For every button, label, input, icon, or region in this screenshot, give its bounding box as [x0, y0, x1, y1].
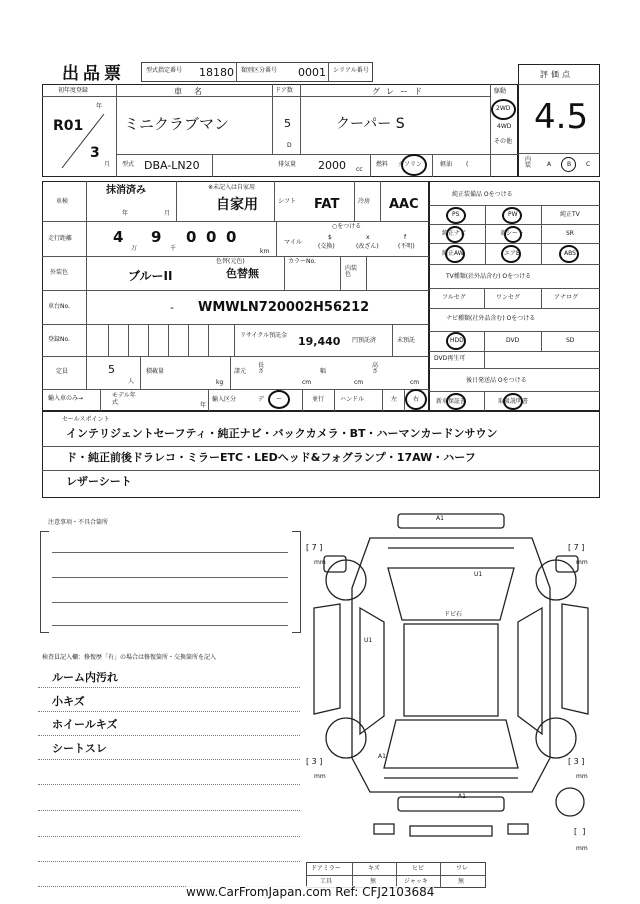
- tv-analog: アナログ: [554, 294, 579, 301]
- recycle-label: リサイクル預託金: [240, 332, 288, 339]
- navi-hdd-circle: [446, 332, 466, 350]
- later-warranty: 新車保証書: [436, 398, 467, 405]
- tv-oneseg: ワンセグ: [496, 294, 521, 301]
- shaken-label: 車検: [56, 198, 69, 205]
- tv-title: TV種類(社外品含む) Oをつける: [446, 273, 532, 280]
- navi-dvd: DVD: [506, 337, 520, 344]
- handle-right-circle: [405, 389, 427, 410]
- mileage-digit-3: 0: [186, 228, 197, 246]
- length-label: 長さ: [258, 362, 265, 375]
- tread-top-left: [ 7 ]: [306, 543, 323, 552]
- model-year-label: モデル年式: [112, 392, 136, 407]
- capacity-unit: 人: [128, 378, 135, 385]
- ac-value: AAC: [389, 197, 419, 212]
- navi-sd: SD: [566, 337, 575, 344]
- color-no-label: カラーNo.: [288, 258, 316, 265]
- era-value: R01: [53, 118, 84, 134]
- type-value: DBA-LN20: [144, 159, 200, 172]
- import-dash: ー: [276, 396, 283, 403]
- drive-4wd: 4WD: [497, 123, 512, 130]
- handle-right: 右: [413, 396, 420, 403]
- tread-bottom-left-mm: mm: [314, 773, 326, 780]
- sen-label: 千: [170, 245, 177, 252]
- drive-other: その他: [494, 138, 513, 145]
- recycle-unpaid: 未預託: [397, 337, 416, 344]
- legend-tools: 工具: [320, 878, 333, 885]
- door-mark: D: [287, 142, 292, 149]
- unregistered-note: ※未記入は自家用: [208, 184, 256, 191]
- height-label: 高さ: [372, 362, 379, 375]
- mileage-digit-5: 0: [226, 228, 237, 246]
- shaken-value: 抹消済み: [106, 185, 146, 196]
- equip-aw: 純正AW: [442, 250, 464, 257]
- parallel-label: 並行: [312, 396, 325, 403]
- tread-spare-mm: mm: [576, 845, 588, 852]
- drive-2wd-circle: [491, 99, 516, 120]
- tread-spare: [ ]: [574, 827, 586, 836]
- navi-hdd: HDD: [450, 337, 464, 344]
- equip-sr: SR: [566, 230, 574, 237]
- legend-mirror: ドアミラー: [311, 865, 341, 872]
- damage-mark-u1-roof: U1: [474, 571, 483, 578]
- handle-left: 左: [391, 396, 398, 403]
- category-value: 0001: [298, 66, 326, 79]
- interior-b: B: [567, 161, 572, 168]
- notes-label: 注意事項・不具合箇所: [48, 519, 109, 526]
- watermark: www.CarFromJapan.com Ref: CFJ2103684: [186, 885, 435, 899]
- chassis-label: 車台No.: [48, 303, 70, 310]
- grade-value: クーパー S: [336, 116, 405, 132]
- equip-pw: PW: [508, 211, 518, 218]
- drive-2wd: 2WD: [496, 105, 511, 112]
- interior-c: C: [586, 161, 591, 168]
- note-item-3: ホイールキズ: [52, 718, 118, 731]
- drive-label: 駆動: [494, 88, 507, 95]
- mileage-digit-2: 9: [151, 228, 162, 246]
- tread-top-left-mm: mm: [314, 559, 326, 566]
- damage-mark-a1-bumper: A1: [458, 793, 466, 800]
- light-oil-label: 軽油: [440, 161, 453, 168]
- equip-navi: 純正ナビ: [442, 230, 467, 237]
- capacity-value: 5: [108, 363, 115, 376]
- shift-label: シフト: [278, 198, 297, 205]
- recycle-paid: 円預託済: [352, 337, 377, 344]
- tread-bottom-right: [ 3 ]: [568, 757, 585, 766]
- chassis-value: WMWLN720002H56212: [198, 300, 370, 315]
- legend-crack: ヒビ: [412, 865, 425, 872]
- meter-exchange: (交換): [318, 243, 335, 250]
- legend-jack: ジャッキ: [404, 878, 428, 885]
- model-code-label: 型式指定番号: [146, 67, 183, 74]
- fuel-value: ガソリン: [398, 161, 423, 168]
- man-label: 万: [131, 245, 138, 252]
- mileage-digit-1: 4: [113, 228, 124, 246]
- interior-label: 内装: [525, 156, 532, 169]
- equip-airbag-circle: [501, 245, 521, 263]
- legend-tools-value: 無: [370, 878, 377, 885]
- interior-a: A: [547, 161, 552, 168]
- note-item-2: 小キズ: [52, 695, 85, 708]
- damage-mark-a1-top: A1: [436, 515, 444, 522]
- reg-no-label: 登録No.: [48, 336, 70, 343]
- month-label: 月: [104, 161, 111, 168]
- repaint-label: 色替(元色): [216, 258, 245, 265]
- ac-label: 冷房: [358, 198, 371, 205]
- grade-label: グレード: [372, 87, 428, 96]
- equip-navi-circle: [446, 226, 464, 243]
- fuel-circle: [401, 154, 427, 176]
- damage-mark-u1-side: U1: [364, 637, 373, 644]
- import-dealer-circle: [268, 390, 290, 409]
- legend-break: ワレ: [456, 865, 469, 872]
- legend-jack-value: 無: [458, 878, 465, 885]
- type-label: 型式: [122, 161, 135, 168]
- sales-point-line-1: インテリジェントセーフティ・純正ナビ・バックカメラ・BT・ハーマンカードンサウン: [66, 427, 498, 440]
- meter-unknown: (不明): [398, 243, 415, 250]
- later-warranty-circle: [446, 393, 466, 410]
- sales-point-line-2: ド・純正前後ドラレコ・ミラーETC・LEDヘッド&フォグランプ・17AW・ハーフ: [66, 451, 476, 464]
- load-unit: kg: [216, 379, 224, 386]
- dims-label: 諸元: [234, 368, 247, 375]
- inspector-label: 検査員記入欄：修復歴「有」の場合は修復箇所・交換箇所を記入: [42, 654, 217, 661]
- damage-mark-a1-rear: A1: [378, 753, 386, 760]
- tread-bottom-right-mm: mm: [576, 773, 588, 780]
- equip-aw-circle: [445, 245, 465, 263]
- note-item-1: ルーム内汚れ: [52, 671, 118, 684]
- interior-b-circle: [561, 157, 576, 172]
- chassis-dash: -: [170, 301, 174, 314]
- sales-point-line-3: レザーシート: [66, 475, 132, 488]
- exterior-value: ブルーII: [128, 269, 173, 283]
- year-label: 年: [96, 103, 103, 110]
- category-label: 類別区分番号: [241, 67, 278, 74]
- inspection-block: [42, 181, 429, 411]
- notes-bracket-left: [40, 531, 49, 633]
- note-item-4: シートスレ: [52, 742, 107, 755]
- equip-abs: ABS: [564, 250, 576, 257]
- tv-fullseg: フルセグ: [442, 294, 466, 301]
- fuel-label: 燃料: [376, 161, 389, 168]
- shift-value: FAT: [314, 197, 340, 212]
- equip-tv: 純正TV: [560, 211, 580, 218]
- equip-airbag: エアB: [504, 250, 521, 257]
- repaint-value: 色替無: [226, 267, 259, 280]
- capacity-label: 定員: [56, 368, 69, 375]
- sales-point-label: セールスポイント: [62, 416, 110, 423]
- equipment-title: 純正装備品 Oをつける: [452, 191, 513, 198]
- doors-label: ドア数: [275, 87, 293, 94]
- dvd-playback: DVD再生可: [434, 355, 466, 362]
- displacement-value: 2000: [318, 159, 346, 172]
- meter-x: x: [366, 234, 370, 241]
- form-title: 出品票: [62, 64, 125, 84]
- car-diagram: [300, 508, 610, 893]
- name-label: 車名: [174, 87, 214, 96]
- month-value: 3: [90, 145, 100, 161]
- score-value: 4.5: [534, 97, 589, 137]
- tread-top-right: [ 7 ]: [568, 543, 585, 552]
- shaken-year: 年: [122, 210, 129, 217]
- equip-abs-circle: [559, 245, 579, 263]
- usage-value: 自家用: [216, 197, 258, 213]
- meter-dollar: $: [328, 234, 332, 241]
- first-reg-label: 初年度登録: [58, 87, 89, 94]
- import-type-label: 輸入区分: [212, 396, 237, 403]
- paren-left: (: [466, 161, 469, 168]
- tread-bottom-left: [ 3 ]: [306, 757, 323, 766]
- km-label: km: [260, 248, 270, 255]
- score-label: 評価点: [540, 70, 573, 79]
- equip-pw-circle: [502, 207, 522, 224]
- length-cm: cm: [302, 379, 312, 386]
- serial-label: シリアル番号: [333, 67, 369, 74]
- mile-label: マイル: [284, 239, 302, 246]
- interior-color-label: 内装色: [345, 265, 358, 278]
- handle-label: ハンドル: [340, 396, 365, 403]
- load-label: 積載量: [146, 368, 165, 375]
- navi-title: ナビ種類(社外品含む) Oをつける: [446, 315, 536, 322]
- displacement-unit: cc: [356, 166, 363, 173]
- import-de: デ: [258, 396, 265, 403]
- equip-ps-circle: [446, 207, 466, 224]
- legend-scratch: キズ: [368, 865, 380, 872]
- equip-ps: PS: [452, 211, 460, 218]
- recycle-value: 19,440: [298, 335, 341, 348]
- meter-f: f: [404, 234, 407, 241]
- height-cm: cm: [410, 379, 420, 386]
- shaken-month: 月: [164, 210, 171, 217]
- later-title: 後日発送品 Oをつける: [466, 377, 527, 384]
- width-label: 幅: [320, 368, 327, 375]
- doors-value: 5: [284, 117, 291, 130]
- mileage-digit-4: 0: [206, 228, 217, 246]
- displacement-label: 排気量: [278, 161, 297, 168]
- import-label: 輸入車のみ→: [48, 395, 84, 402]
- equip-leather: 革シート: [500, 230, 525, 237]
- later-manual: 取扱説明書: [498, 398, 529, 405]
- model-year-unit: 年: [200, 402, 207, 409]
- equip-leather-circle: [504, 226, 522, 243]
- damage-mark-windshield: ドビ石: [444, 611, 463, 618]
- tread-top-right-mm: mm: [576, 559, 588, 566]
- mileage-label: 走行距離: [48, 235, 73, 242]
- meter-modified: (改ざん): [356, 243, 379, 250]
- width-cm: cm: [354, 379, 364, 386]
- car-name-value: ミニクラブマン: [124, 115, 230, 133]
- exterior-label: 外装色: [50, 269, 69, 276]
- model-code-value: 18180: [199, 66, 234, 79]
- later-manual-circle: [503, 393, 523, 410]
- meter-note: ○をつける: [332, 223, 362, 230]
